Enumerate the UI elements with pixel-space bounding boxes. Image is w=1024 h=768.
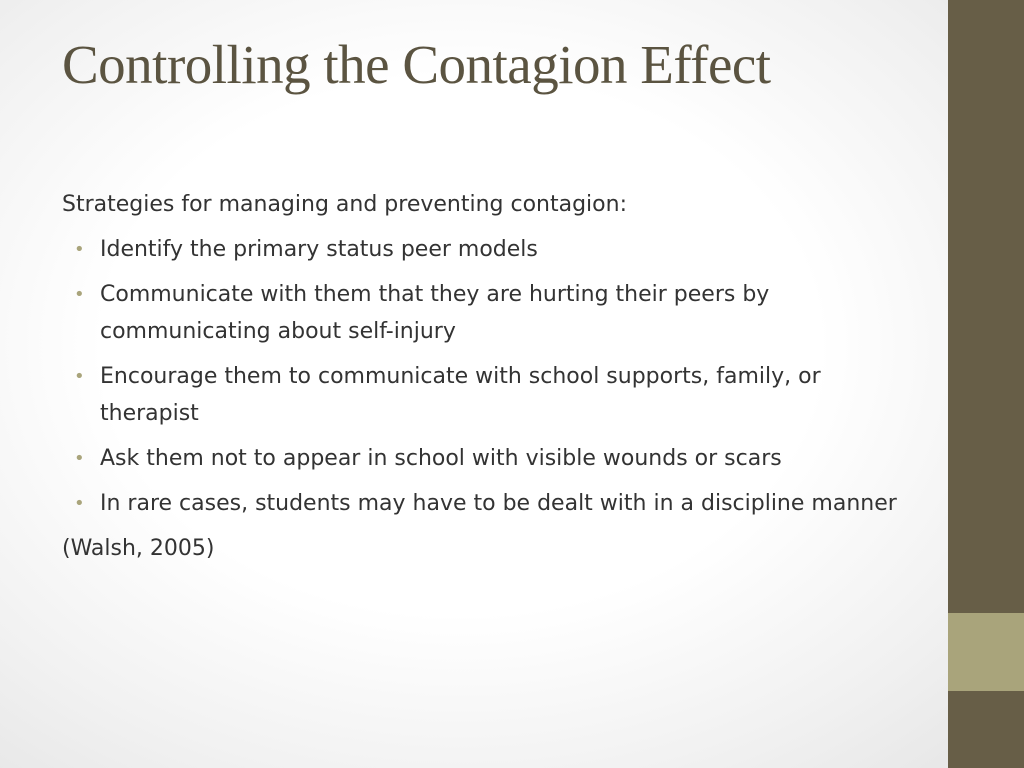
slide-body: [62, 186, 902, 567]
bullet-item: [62, 231, 902, 268]
bullet-dot-icon: •: [74, 448, 85, 469]
bullet-text: Identify the primary status peer models: [100, 237, 538, 262]
citation-text: (Walsh, 2005): [62, 536, 215, 561]
bullet-item: [62, 276, 902, 350]
bullet-item: [62, 485, 902, 522]
bullet-dot-icon: •: [74, 493, 85, 514]
intro-text: Strategies for managing and preventing contagion:: [62, 192, 627, 217]
bullet-item: [62, 358, 902, 432]
bullet-text: Communicate with them that they are hurting their peers by communicating about self-injury: [100, 282, 770, 344]
bullet-item: [62, 440, 902, 477]
bullet-text: Encourage them to communicate with school supports, family, or therapist: [100, 364, 821, 426]
bullet-dot-icon: •: [74, 366, 85, 387]
decorative-sidebar-accent: [948, 613, 1024, 691]
bullet-list: [62, 231, 902, 522]
bullet-dot-icon: •: [74, 284, 85, 305]
slide-title: Controlling the Contagion Effect: [62, 34, 771, 95]
bullet-text: In rare cases, students may have to be dealt with in a discipline manner: [100, 491, 897, 516]
bullet-dot-icon: •: [74, 239, 85, 260]
bullet-text: Ask them not to appear in school with visible wounds or scars: [100, 446, 782, 471]
